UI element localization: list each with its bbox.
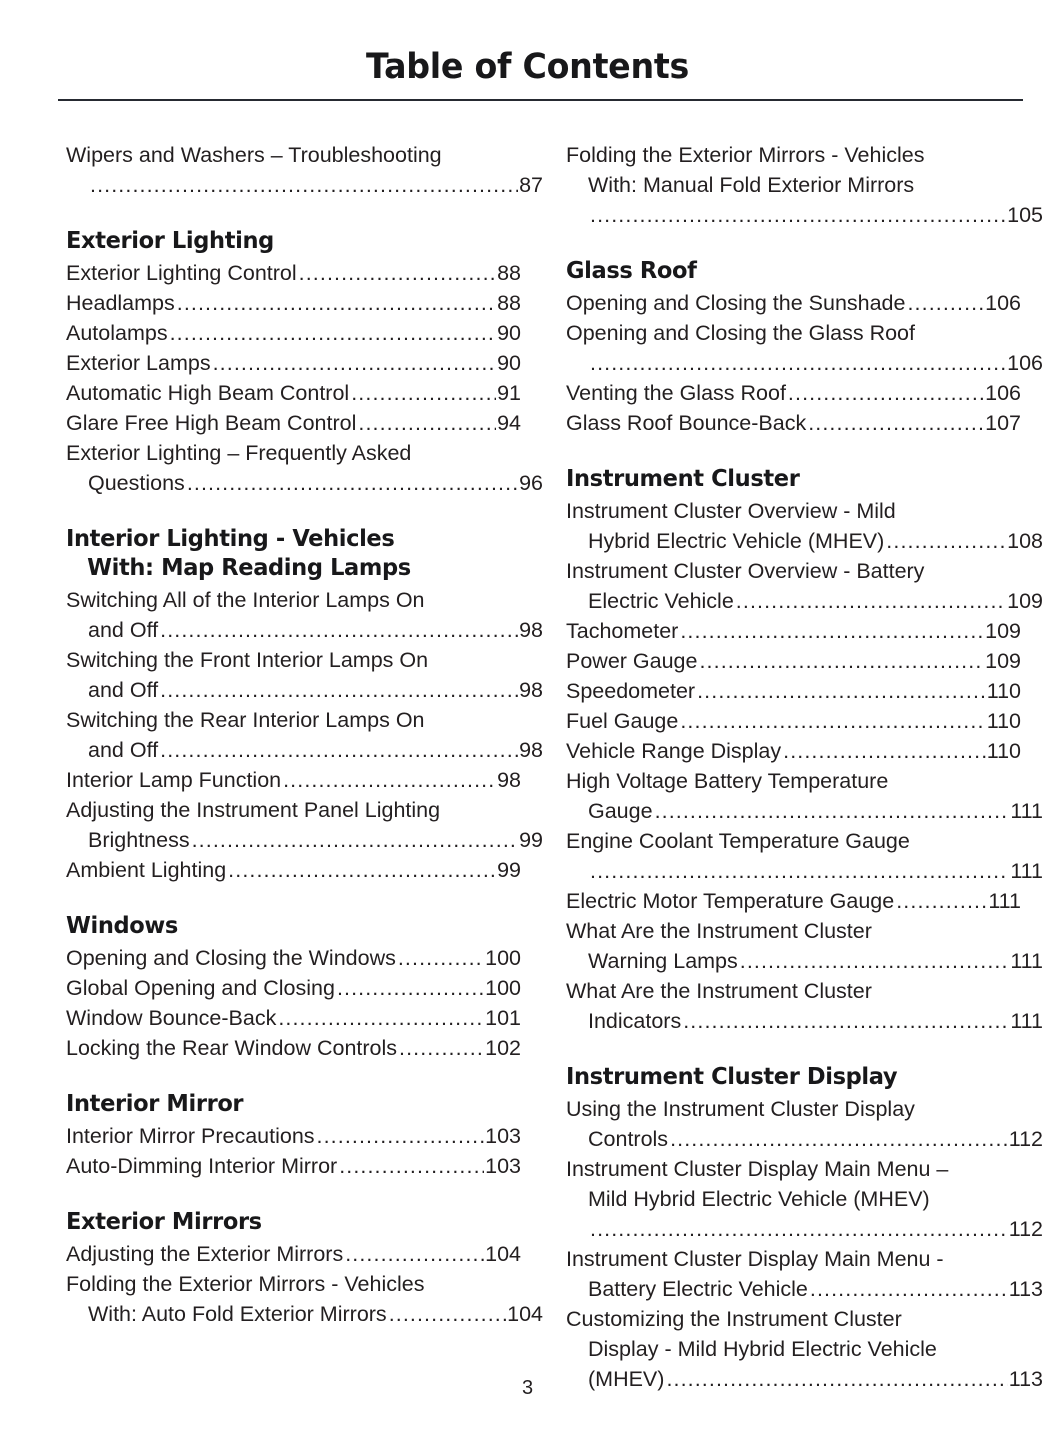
toc-entry-leader-row bbox=[566, 886, 1021, 916]
dot-leader bbox=[358, 408, 496, 438]
dot-leader bbox=[278, 1003, 484, 1033]
dot-leader bbox=[389, 1299, 506, 1329]
toc-entry-leader-row bbox=[66, 348, 521, 378]
toc-entry[interactable] bbox=[566, 556, 1043, 616]
toc-entry-title-tail: Ambient Lighting bbox=[66, 858, 227, 882]
dot-leader bbox=[90, 170, 518, 200]
toc-entry-title-tail: Electric Motor Temperature Gauge bbox=[566, 889, 895, 913]
toc-entry[interactable] bbox=[566, 916, 1043, 976]
dot-leader bbox=[351, 378, 496, 408]
toc-entry-title-tail: Venting the Glass Roof bbox=[566, 381, 786, 405]
dot-leader bbox=[339, 1151, 484, 1181]
toc-entry-leader-row bbox=[566, 1124, 1043, 1154]
toc-entry-page-number: 103 bbox=[485, 1124, 521, 1148]
toc-entry-leader-row bbox=[66, 1003, 521, 1033]
toc-entry[interactable] bbox=[566, 1094, 1043, 1154]
section-heading bbox=[66, 885, 503, 943]
toc-entry[interactable] bbox=[66, 258, 521, 288]
toc-entry[interactable] bbox=[566, 1244, 1043, 1304]
toc-entry[interactable] bbox=[566, 736, 1021, 766]
toc-entry[interactable] bbox=[66, 1239, 521, 1269]
toc-entry-leader-row bbox=[66, 468, 543, 498]
toc-entry-title-tail: Power Gauge bbox=[566, 649, 698, 673]
toc-entry-title-tail: Exterior Lamps bbox=[66, 351, 211, 375]
dot-leader bbox=[337, 973, 484, 1003]
toc-entry[interactable] bbox=[566, 706, 1021, 736]
page-title: Table of Contents bbox=[366, 47, 689, 87]
toc-entry-page-number: 109 bbox=[985, 619, 1021, 643]
toc-entry-title-line: With: Manual Fold Exterior Mirrors bbox=[588, 173, 915, 197]
toc-entry[interactable] bbox=[566, 886, 1021, 916]
toc-entry[interactable] bbox=[566, 140, 1043, 230]
toc-entry[interactable] bbox=[566, 766, 1043, 826]
toc-entry-title-line: High Voltage Battery Temperature bbox=[566, 769, 889, 793]
toc-entry-leader-row bbox=[66, 170, 543, 200]
toc-entry-page-number: 110 bbox=[986, 739, 1021, 763]
toc-entry-page-number: 100 bbox=[485, 946, 521, 970]
section-heading-line: With: Map Reading Lamps bbox=[87, 553, 411, 581]
dot-leader bbox=[907, 288, 984, 318]
toc-entry[interactable] bbox=[566, 676, 1021, 706]
toc-entry[interactable] bbox=[66, 795, 543, 855]
toc-entry-leader-row bbox=[66, 318, 521, 348]
toc-entry-leader-row bbox=[566, 646, 1021, 676]
toc-entry-title-tail: Headlamps bbox=[66, 291, 175, 315]
dot-leader bbox=[697, 676, 986, 706]
dot-leader bbox=[680, 616, 984, 646]
dot-leader bbox=[177, 288, 496, 318]
toc-entry[interactable] bbox=[66, 318, 521, 348]
toc-entry-title-line: Instrument Cluster Display Main Menu – bbox=[566, 1157, 949, 1181]
toc-entry-title-line: What Are the Instrument Cluster bbox=[566, 919, 872, 943]
toc-entry-leader-row bbox=[66, 735, 543, 765]
dot-leader bbox=[160, 735, 518, 765]
toc-entry-title-line: Mild Hybrid Electric Vehicle (MHEV) bbox=[588, 1187, 930, 1211]
toc-entry-leader-row bbox=[566, 408, 1021, 438]
toc-entry-page-number: 104 bbox=[485, 1242, 521, 1266]
toc-entry-page-number: 103 bbox=[485, 1154, 521, 1178]
toc-entry-leader-row bbox=[66, 973, 521, 1003]
toc-entry-title-line: Opening and Closing the Glass Roof bbox=[566, 321, 915, 345]
toc-entry-page-number: 96 bbox=[519, 471, 543, 495]
toc-entry-leader-row bbox=[566, 1274, 1043, 1304]
toc-entry-leader-row bbox=[566, 616, 1021, 646]
toc-columns bbox=[0, 140, 1055, 1394]
section-heading bbox=[566, 1036, 1003, 1094]
toc-entry-leader-row bbox=[66, 675, 543, 705]
toc-entry-page-number: 99 bbox=[519, 828, 543, 852]
toc-entry-page-number: 111 bbox=[1010, 799, 1043, 823]
right-column bbox=[566, 140, 1043, 1394]
section-heading bbox=[566, 230, 1003, 288]
toc-entry-title-tail: Locking the Rear Window Controls bbox=[66, 1036, 398, 1060]
toc-entry-leader-row bbox=[566, 946, 1043, 976]
dot-leader bbox=[590, 348, 1006, 378]
toc-entry-page-number: 112 bbox=[1008, 1127, 1043, 1151]
section-heading bbox=[66, 498, 503, 585]
toc-entry-leader-row bbox=[566, 706, 1021, 736]
toc-entry-title-tail: Electric Vehicle bbox=[588, 589, 734, 613]
toc-entry-leader-row bbox=[66, 378, 521, 408]
toc-entry-leader-row bbox=[66, 855, 521, 885]
toc-entry-page-number: 94 bbox=[497, 411, 521, 435]
toc-entry[interactable] bbox=[566, 496, 1043, 556]
dot-leader bbox=[590, 200, 1006, 230]
toc-entry-title-line: What Are the Instrument Cluster bbox=[566, 979, 872, 1003]
toc-entry-page-number: 101 bbox=[485, 1006, 521, 1030]
dot-leader bbox=[345, 1239, 484, 1269]
dot-leader bbox=[160, 675, 518, 705]
toc-entry-title-line: Switching the Front Interior Lamps On bbox=[66, 648, 429, 672]
toc-entry-title-line: Switching the Rear Interior Lamps On bbox=[66, 708, 425, 732]
section-heading-line: Instrument Cluster Display bbox=[566, 1062, 898, 1090]
toc-entry-title-tail: and Off bbox=[88, 678, 159, 702]
toc-entry-leader-row bbox=[66, 288, 521, 318]
dot-leader bbox=[680, 706, 985, 736]
toc-entry-page-number: 98 bbox=[519, 618, 543, 642]
dot-leader bbox=[670, 1124, 1008, 1154]
dot-leader bbox=[740, 946, 1010, 976]
dot-leader bbox=[192, 825, 518, 855]
toc-entry-title-tail: Tachometer bbox=[566, 619, 679, 643]
toc-entry-page-number: 90 bbox=[497, 351, 521, 375]
toc-entry-page-number: 98 bbox=[519, 678, 543, 702]
toc-entry-leader-row bbox=[66, 1033, 521, 1063]
section-heading-line: Interior Lighting - Vehicles bbox=[66, 524, 395, 552]
toc-entry[interactable] bbox=[566, 318, 1043, 378]
toc-entry-title-line: Folding the Exterior Mirrors - Vehicles bbox=[66, 1272, 425, 1296]
toc-entry-title-tail: Indicators bbox=[588, 1009, 682, 1033]
toc-entry-title-tail: Opening and Closing the Sunshade bbox=[566, 291, 906, 315]
toc-entry-leader-row bbox=[566, 676, 1021, 706]
toc-entry-page-number: 107 bbox=[985, 411, 1021, 435]
left-column bbox=[66, 140, 543, 1394]
toc-entry-page-number: 109 bbox=[1007, 589, 1043, 613]
toc-entry[interactable] bbox=[66, 765, 521, 795]
toc-entry-page-number: 108 bbox=[1007, 529, 1043, 553]
toc-entry[interactable] bbox=[566, 378, 1021, 408]
toc-entry[interactable] bbox=[566, 976, 1043, 1036]
toc-entry-leader-row bbox=[566, 526, 1043, 556]
toc-entry-title-line: Instrument Cluster Display Main Menu - bbox=[566, 1247, 944, 1271]
toc-entry[interactable] bbox=[66, 1003, 521, 1033]
page-number: 3 bbox=[521, 1377, 534, 1399]
toc-entry-page-number: 113 bbox=[1008, 1277, 1043, 1301]
toc-entry[interactable] bbox=[66, 943, 521, 973]
toc-entry-leader-row bbox=[566, 1006, 1043, 1036]
dot-leader bbox=[655, 796, 1010, 826]
toc-entry-title-tail: Questions bbox=[88, 471, 185, 495]
dot-leader bbox=[299, 258, 496, 288]
toc-entry-page-number: 106 bbox=[985, 291, 1021, 315]
toc-entry[interactable] bbox=[566, 408, 1021, 438]
toc-entry-title-line: Adjusting the Instrument Panel Lighting bbox=[66, 798, 441, 822]
toc-entry-title-tail: Glass Roof Bounce-Back bbox=[566, 411, 807, 435]
toc-entry-page-number: 113 bbox=[1008, 1367, 1043, 1391]
dot-leader bbox=[590, 856, 1009, 886]
toc-entry-title-tail: Gauge bbox=[588, 799, 653, 823]
toc-entry-leader-row bbox=[66, 1121, 521, 1151]
toc-entry[interactable] bbox=[66, 288, 521, 318]
toc-entry-title-line: Using the Instrument Cluster Display bbox=[566, 1097, 915, 1121]
toc-entry[interactable] bbox=[66, 645, 543, 705]
toc-entry-page-number: 111 bbox=[1010, 949, 1043, 973]
toc-entry-page-number: 104 bbox=[507, 1302, 543, 1326]
toc-entry-page-number: 88 bbox=[497, 261, 521, 285]
toc-entry-title-line: Instrument Cluster Overview - Mild bbox=[566, 499, 896, 523]
toc-entry-page-number: 109 bbox=[985, 649, 1021, 673]
toc-entry[interactable] bbox=[566, 826, 1043, 886]
toc-entry-title-tail: (MHEV) bbox=[588, 1367, 665, 1391]
dot-leader bbox=[699, 646, 984, 676]
toc-entry-page-number: 100 bbox=[485, 976, 521, 1000]
toc-entry[interactable] bbox=[66, 1121, 521, 1151]
toc-entry-title-line: Folding the Exterior Mirrors - Vehicles bbox=[566, 143, 925, 167]
section-heading bbox=[66, 1181, 503, 1239]
toc-entry-leader-row bbox=[566, 736, 1021, 766]
dot-leader bbox=[788, 378, 984, 408]
toc-entry-leader-row bbox=[566, 1214, 1043, 1244]
dot-leader bbox=[896, 886, 987, 916]
toc-entry[interactable] bbox=[66, 705, 543, 765]
toc-entry[interactable] bbox=[566, 288, 1021, 318]
toc-entry-page-number: 102 bbox=[485, 1036, 521, 1060]
section-heading-line: Exterior Lighting bbox=[66, 226, 274, 254]
section-heading-line: Interior Mirror bbox=[66, 1089, 244, 1117]
toc-entry-page-number: 111 bbox=[1010, 859, 1043, 883]
toc-entry-title-line: Display - Mild Hybrid Electric Vehicle bbox=[588, 1337, 937, 1361]
dot-leader bbox=[886, 526, 1006, 556]
toc-entry-title-line: Exterior Lighting – Frequently Asked bbox=[66, 441, 412, 465]
section-heading-line: Windows bbox=[66, 911, 178, 939]
toc-entry-title-tail: Window Bounce-Back bbox=[66, 1006, 277, 1030]
toc-entry-title-tail: Brightness bbox=[88, 828, 190, 852]
toc-entry-title-line: Instrument Cluster Overview - Battery bbox=[566, 559, 925, 583]
toc-entry-leader-row bbox=[66, 408, 521, 438]
toc-entry[interactable] bbox=[66, 1033, 521, 1063]
toc-entry-title-tail: Auto-Dimming Interior Mirror bbox=[66, 1154, 338, 1178]
toc-entry-page-number: 91 bbox=[497, 381, 521, 405]
toc-entry[interactable] bbox=[566, 1154, 1043, 1244]
toc-entry-page-number: 111 bbox=[1010, 1009, 1043, 1033]
toc-entry-title-line: Wipers and Washers – Troubleshooting bbox=[66, 143, 442, 167]
toc-entry-page-number: 106 bbox=[1007, 351, 1043, 375]
dot-leader bbox=[187, 468, 518, 498]
toc-entry-leader-row bbox=[566, 348, 1043, 378]
dot-leader bbox=[213, 348, 496, 378]
dot-leader bbox=[683, 1006, 1009, 1036]
toc-entry-title-tail: Interior Lamp Function bbox=[66, 768, 282, 792]
section-heading-line: Exterior Mirrors bbox=[66, 1207, 262, 1235]
toc-entry-page-number: 105 bbox=[1007, 203, 1043, 227]
toc-entry-leader-row bbox=[566, 288, 1021, 318]
toc-entry[interactable] bbox=[66, 855, 521, 885]
toc-entry-leader-row bbox=[566, 200, 1043, 230]
section-heading bbox=[66, 200, 503, 258]
toc-entry-title-tail: Global Opening and Closing bbox=[66, 976, 335, 1000]
toc-entry-title-tail: Warning Lamps bbox=[588, 949, 738, 973]
toc-entry-title-tail: Automatic High Beam Control bbox=[66, 381, 350, 405]
toc-entry-page-number: 90 bbox=[497, 321, 521, 345]
toc-entry-title-tail: With: Auto Fold Exterior Mirrors bbox=[88, 1302, 387, 1326]
toc-entry-leader-row bbox=[66, 258, 521, 288]
toc-entry-title-tail: Autolamps bbox=[66, 321, 168, 345]
toc-entry-title-line: Customizing the Instrument Cluster bbox=[566, 1307, 902, 1331]
toc-entry-title-tail: Glare Free High Beam Control bbox=[66, 411, 357, 435]
toc-entry-title-tail: Hybrid Electric Vehicle (MHEV) bbox=[588, 529, 885, 553]
toc-entry[interactable] bbox=[66, 1151, 521, 1181]
toc-entry-page-number: 88 bbox=[497, 291, 521, 315]
section-heading-line: Instrument Cluster bbox=[566, 464, 800, 492]
toc-entry-title-tail: Exterior Lighting Control bbox=[66, 261, 297, 285]
toc-entry-page-number: 110 bbox=[986, 709, 1021, 733]
toc-entry-page-number: 98 bbox=[519, 738, 543, 762]
dot-leader bbox=[317, 1121, 485, 1151]
toc-entry-leader-row bbox=[66, 1299, 543, 1329]
toc-entry-leader-row bbox=[66, 1239, 521, 1269]
toc-entry-title-tail: and Off bbox=[88, 618, 159, 642]
dot-leader bbox=[810, 1274, 1008, 1304]
toc-entry[interactable] bbox=[66, 1269, 543, 1329]
toc-entry[interactable] bbox=[66, 408, 521, 438]
toc-entry-leader-row bbox=[66, 765, 521, 795]
dot-leader bbox=[160, 615, 518, 645]
toc-entry[interactable] bbox=[566, 646, 1021, 676]
toc-entry-leader-row bbox=[566, 796, 1043, 826]
toc-entry-page-number: 87 bbox=[519, 173, 543, 197]
dot-leader bbox=[808, 408, 984, 438]
toc-entry[interactable] bbox=[66, 140, 543, 200]
toc-entry-page-number: 112 bbox=[1008, 1217, 1043, 1241]
toc-entry-leader-row bbox=[566, 378, 1021, 408]
toc-entry-title-tail: Speedometer bbox=[566, 679, 696, 703]
toc-entry-title-tail: Vehicle Range Display bbox=[566, 739, 782, 763]
toc-entry-title-tail: Controls bbox=[588, 1127, 669, 1151]
toc-entry[interactable] bbox=[66, 438, 543, 498]
dot-leader bbox=[170, 318, 496, 348]
toc-entry[interactable] bbox=[566, 616, 1021, 646]
dot-leader bbox=[399, 1033, 484, 1063]
toc-entry[interactable] bbox=[66, 348, 521, 378]
toc-entry-title-tail: Fuel Gauge bbox=[566, 709, 679, 733]
section-heading bbox=[566, 438, 1003, 496]
toc-entry-page-number: 106 bbox=[985, 381, 1021, 405]
dot-leader bbox=[736, 586, 1006, 616]
toc-entry-leader-row bbox=[66, 943, 521, 973]
dot-leader bbox=[398, 943, 484, 973]
toc-entry-page-number: 99 bbox=[497, 858, 521, 882]
toc-entry[interactable] bbox=[66, 973, 521, 1003]
toc-entry[interactable] bbox=[66, 585, 543, 645]
toc-entry-leader-row bbox=[66, 615, 543, 645]
dot-leader bbox=[228, 855, 496, 885]
toc-entry-title-line: Switching All of the Interior Lamps On bbox=[66, 588, 425, 612]
toc-entry-title-tail: Adjusting the Exterior Mirrors bbox=[66, 1242, 344, 1266]
toc-entry-leader-row bbox=[66, 1151, 521, 1181]
toc-entry-title-line: Engine Coolant Temperature Gauge bbox=[566, 829, 910, 853]
section-heading bbox=[66, 1063, 503, 1121]
toc-entry-title-tail: and Off bbox=[88, 738, 159, 762]
toc-entry-title-tail: Interior Mirror Precautions bbox=[66, 1124, 315, 1148]
title-divider bbox=[58, 99, 1023, 101]
dot-leader bbox=[783, 736, 986, 766]
dot-leader bbox=[590, 1214, 1008, 1244]
toc-entry-page-number: 110 bbox=[986, 679, 1021, 703]
dot-leader bbox=[283, 765, 496, 795]
section-heading-line: Glass Roof bbox=[566, 256, 697, 284]
toc-entry-page-number: 98 bbox=[497, 768, 521, 792]
toc-entry-leader-row bbox=[66, 825, 543, 855]
toc-entry-title-tail: Opening and Closing the Windows bbox=[66, 946, 396, 970]
toc-entry-leader-row bbox=[566, 586, 1043, 616]
toc-entry-leader-row bbox=[566, 856, 1043, 886]
toc-entry-page-number: 111 bbox=[988, 889, 1021, 913]
toc-entry-title-tail: Battery Electric Vehicle bbox=[588, 1277, 808, 1301]
toc-entry[interactable] bbox=[66, 378, 521, 408]
